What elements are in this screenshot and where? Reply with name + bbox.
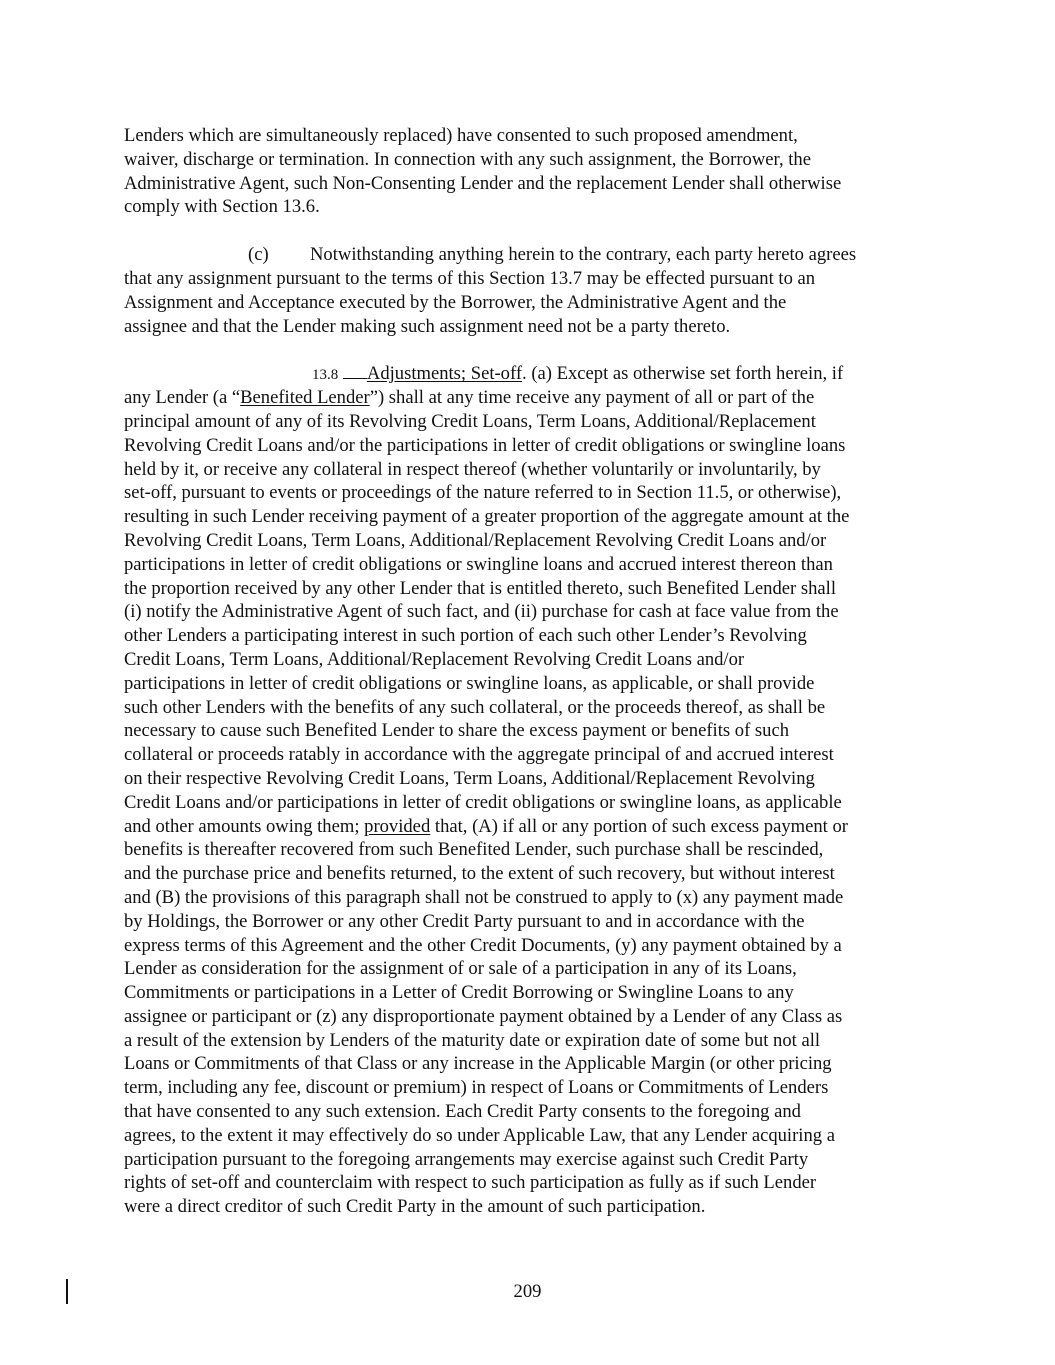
paragraph-c-label: (c): [248, 244, 269, 266]
section-heading-line: [124, 362, 924, 386]
text-line: participations in letter of credit obligations or swingline loans, as applicable, or shall provide: [124, 672, 815, 694]
paragraph-continuation: [124, 124, 924, 219]
text-line: Commitments or participations in a Letter of Credit Borrowing or Swingline Loans to any: [124, 982, 794, 1004]
text-line: comply with Section 13.6.: [124, 196, 320, 218]
text-line: and the purchase price and benefits returned, to the extent of such recovery, but without interest: [124, 863, 835, 885]
text-line: such other Lenders with the benefits of any such collateral, or the proceeds thereof, as shall be: [124, 696, 826, 718]
paragraph-c-first-text: Notwithstanding anything herein to the contrary, each party hereto agrees: [310, 244, 857, 266]
text-line: rights of set-off and counterclaim with respect to such participation as fully as if such Lender: [124, 1172, 817, 1194]
text-line: Lender as consideration for the assignment of or sale of a participation in any of its Loans,: [124, 958, 797, 980]
text-line: principal amount of any of its Revolving Credit Loans, Term Loans, Additional/Replacement: [124, 410, 816, 432]
text-line: Revolving Credit Loans, Term Loans, Additional/Replacement Revolving Credit Loans and/or: [124, 529, 827, 551]
text-line: set-off, pursuant to events or proceedings of the nature referred to in Section 11.5, or otherwise),: [124, 482, 842, 504]
text-line: assignee or participant or (z) any disproportionate payment obtained by a Lender of any Class as: [124, 1005, 843, 1027]
document-page: [124, 124, 924, 1243]
text-line: express terms of this Agreement and the other Credit Documents, (y) any payment obtained by a: [124, 934, 842, 956]
text-segment: that, (A) if all or any portion of such excess payment or: [430, 815, 848, 837]
text-line: Lenders which are simultaneously replaced) have consented to such proposed amendment,: [124, 125, 798, 146]
text-line: necessary to cause such Benefited Lender to share the excess payment or benefits of such: [124, 720, 789, 742]
paragraph-c: [124, 243, 924, 338]
text-line: participations in letter of credit obligations or swingline loans and accrued interest thereon than: [124, 553, 833, 575]
text-line: the proportion received by any other Lender that is entitled thereto, such Benefited Lender shall: [124, 577, 836, 599]
text-line: Administrative Agent, such Non-Consenting Lender and the replacement Lender shall otherwise: [124, 172, 842, 194]
text-line: by Holdings, the Borrower or any other Credit Party pursuant to and in accordance with the: [124, 910, 805, 932]
text-line: held by it, or receive any collateral in respect thereof (whether voluntarily or involuntarily, by: [124, 458, 821, 480]
section-heading: Adjustments; Set-off: [366, 363, 523, 385]
text-line: participation pursuant to the foregoing arrangements may exercise against such Credit Party: [124, 1148, 809, 1170]
text-line: Revolving Credit Loans and/or the participations in letter of credit obligations or swingline loans: [124, 434, 846, 456]
text-line: that have consented to any such extension. Each Credit Party consents to the foregoing and: [124, 1101, 801, 1123]
text-line: and (B) the provisions of this paragraph shall not be construed to apply to (x) any payment made: [124, 886, 844, 908]
text-line: were a direct creditor of such Credit Party in the amount of such participation.: [124, 1196, 706, 1218]
text-line: (i) notify the Administrative Agent of such fact, and (ii) purchase for cash at face value from the: [124, 601, 839, 623]
section-13-8: [124, 362, 924, 1219]
text-line: assignee and that the Lender making such assignment need not be a party thereto.: [124, 315, 731, 337]
text-line: benefits is thereafter recovered from such Benefited Lender, such purchase shall be rescinded,: [124, 839, 824, 861]
defined-term: Benefited Lender: [240, 387, 370, 409]
text-line: term, including any fee, discount or premium) in respect of Loans or Commitments of Lenders: [124, 1077, 829, 1099]
text-line: on their respective Revolving Credit Loans, Term Loans, Additional/Replacement Revolving: [124, 767, 815, 789]
text-segment: ”) shall at any time receive any payment of all or part of the: [369, 387, 815, 409]
text-line: agrees, to the extent it may effectively do so under Applicable Law, that any Lender acquiring a: [124, 1124, 835, 1146]
defined-term-line: [124, 386, 924, 410]
section-first-line-rest: . (a) Except as otherwise set forth herein, if: [522, 363, 844, 385]
text-segment: any Lender (a “: [124, 387, 241, 409]
text-line: waiver, discharge or termination. In connection with any such assignment, the Borrower, the: [124, 148, 811, 170]
provided-term: provided: [364, 815, 431, 837]
text-line: resulting in such Lender receiving payment of a greater proportion of the aggregate amount at the: [124, 506, 850, 528]
section-number: 13.8: [312, 367, 339, 384]
text-line: other Lenders a participating interest in such portion of each such other Lender’s Revolving: [124, 625, 807, 647]
text-segment: and other amounts owing them;: [124, 815, 365, 837]
text-line: that any assignment pursuant to the terms of this Section 13.7 may be effected pursuant to an: [124, 267, 816, 289]
provided-line: [124, 815, 924, 839]
heading-underline-gap: [343, 363, 367, 379]
text-line: collateral or proceeds ratably in accordance with the aggregate principal of and accrued interest: [124, 744, 834, 766]
paragraph-c-first-line: [124, 243, 924, 267]
text-line: Loans or Commitments of that Class or any increase in the Applicable Margin (or other pricing: [124, 1053, 832, 1075]
text-line: Credit Loans and/or participations in letter of credit obligations or swingline loans, as applicable: [124, 791, 842, 813]
text-line: Assignment and Acceptance executed by the Borrower, the Administrative Agent and the: [124, 291, 787, 313]
text-line: a result of the extension by Lenders of the maturity date or expiration date of some but not all: [124, 1029, 821, 1051]
page-number: 209: [513, 1281, 542, 1302]
text-line: Credit Loans, Term Loans, Additional/Replacement Revolving Credit Loans and/or: [124, 648, 745, 670]
